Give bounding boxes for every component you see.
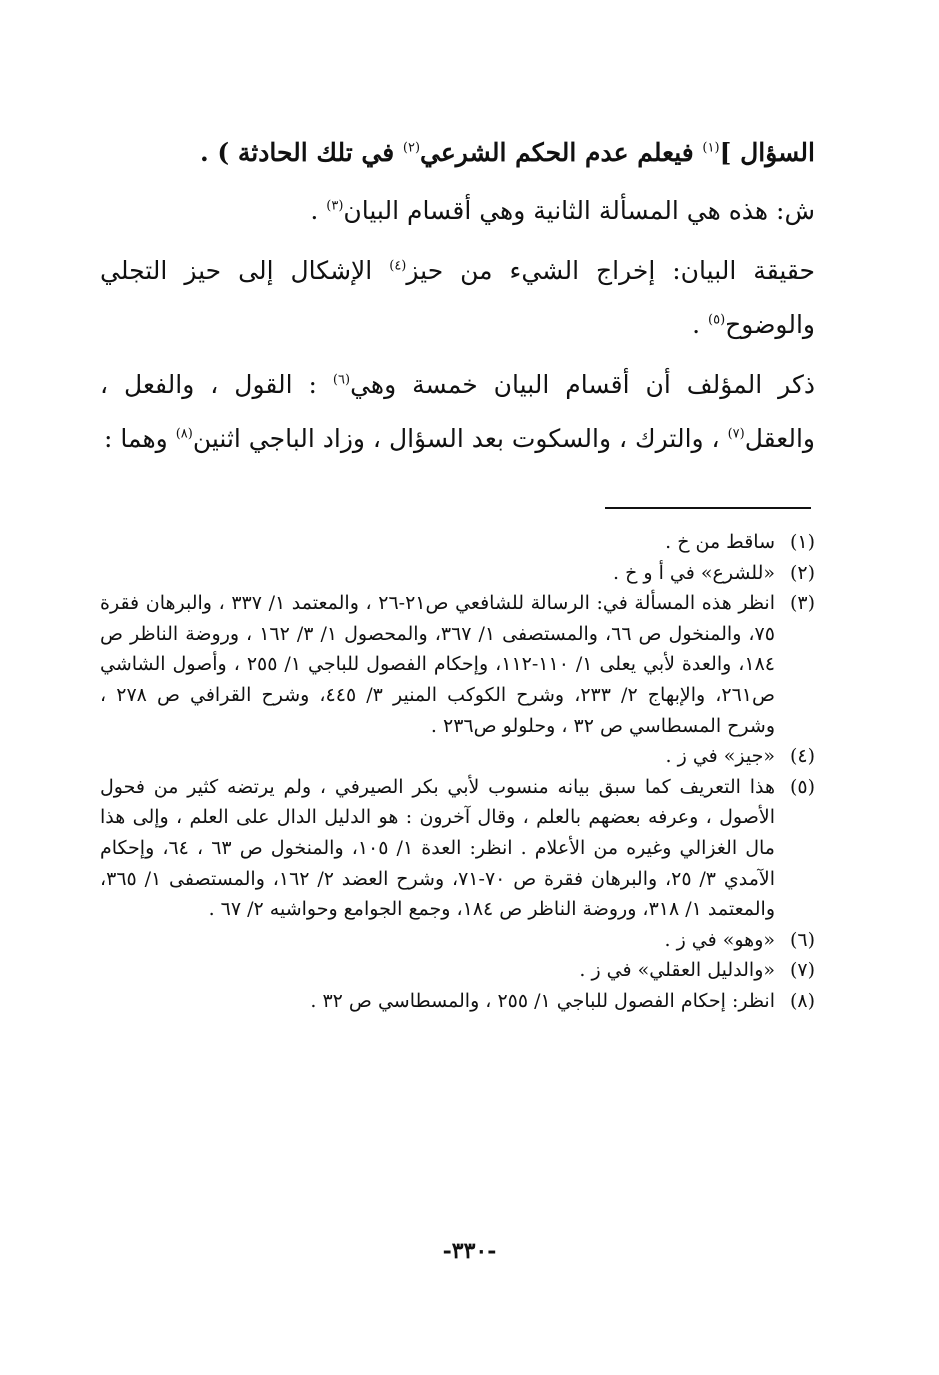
- page-number: -٣٣٠-: [442, 1238, 497, 1264]
- footnote-number: (٣): [789, 592, 815, 615]
- text-run: الإشكال إلى حيز التجلي والوضوح: [100, 256, 815, 339]
- footnote-number: (٢): [789, 561, 815, 584]
- footnote-number: (٨): [789, 989, 815, 1012]
- text-run: السؤال ]: [719, 138, 815, 167]
- footnote-text: هذا التعريف كما سبق بيانه منسوب لأبي بكر الصيرفي ، ولم يرتضه كثير من فحول الأصول ، وعرفه بعضهم بالعلم ، وقال آخرون : هو الدليل الدال على العلم ، وإلى هذا مال الغزالي وغيره من الأعلام . انظر: العدة ١/ ١٠٥، والمنخول ص ٦٣ ، ٦٤، وإحكام الآمدي ٣/ ٢٥، والبرهان فقرة ص ٧٠-٧١، وشرح العضد ٢/ ١٦٢، والمستصفى ١/ ٣٦٥، والمعتمد ١/ ٣١٨، وروضة الناظر ص ١٨٤، وجمع الجوامع وحواشيه ٢/ ٦٧ .: [100, 775, 775, 921]
- paragraph-commentary: [100, 184, 815, 238]
- paragraph-definition: [100, 244, 815, 352]
- footnote-separator: [605, 507, 811, 509]
- footnote: [100, 772, 815, 925]
- text-run: .: [310, 196, 327, 225]
- footnote-number: (٥): [789, 775, 815, 798]
- footnote-ref: (٤): [389, 258, 407, 274]
- main-text: [100, 126, 815, 472]
- text-run: فيعلم عدم الحكم الشرعي: [420, 138, 703, 167]
- footnote-ref: (٨): [175, 426, 193, 442]
- paragraph-categories: [100, 358, 815, 466]
- footnote-number: (٦): [789, 928, 815, 951]
- footnote-text: «للشرع» في أ و خ .: [613, 561, 775, 584]
- footnote-number: (٧): [789, 959, 815, 982]
- footnote-number: (٤): [789, 745, 815, 768]
- footnote-text: «والدليل العقلي» في ز .: [579, 959, 775, 982]
- text-run: .: [692, 310, 709, 339]
- text-run: ش: هذه هي المسألة الثانية وهي أقسام البيان: [343, 196, 815, 225]
- footnote-number: (١): [789, 531, 815, 553]
- footnote: [100, 986, 815, 1017]
- footnote-text: ساقط من خ .: [665, 531, 775, 553]
- footnote-text: «جيز» في ز .: [665, 745, 775, 768]
- footnote: [100, 955, 815, 986]
- footnote: [100, 588, 815, 741]
- footnote: [100, 741, 815, 772]
- text-run: في تلك الحادثة ) .: [199, 138, 403, 167]
- footnote: [100, 558, 815, 589]
- footnote-ref: (٥): [708, 312, 726, 328]
- footnote-ref: (٢): [402, 140, 421, 156]
- footnote-text: انظر: إحكام الفصول للباجي ١/ ٢٥٥ ، والمسطاسي ص ٣٢ .: [310, 989, 775, 1012]
- footnote: [100, 925, 815, 956]
- footnote-ref: (٣): [326, 198, 344, 214]
- footnote-ref: (٦): [332, 372, 351, 388]
- footnotes: [100, 527, 815, 1017]
- footnote-text: انظر هذه المسألة في: الرسالة للشافعي ص٢١-٢٦ ، والمعتمد ١/ ٣٣٧ ، والبرهان فقرة ٧٥، والمنخول ص ٦٦، والمستصفى ١/ ٣٦٧، والمحصول ١/ ٣/ ١٦٢ ، وروضة الناظر ص ١٨٤، والعدة لأبي يعلى ١/ ١١٠-١١٢، وإحكام الفصول للباجي ١/ ٢٥٥ ، وأصول الشاشي ص٢٦١، والإبهاج ٢/ ٢٣٣، وشرح الكوكب المنير ٣/ ٤٤٥، وشرح القرافي ص ٢٧٨ ، وشرح المسطاسي ص ٣٢ ، وحلولو ص٢٣٦ .: [100, 592, 775, 737]
- text-run: ذكر المؤلف أن أقسام البيان خمسة وهي: [350, 370, 816, 399]
- footnote: [100, 527, 815, 558]
- text-run: وهما :: [104, 424, 176, 453]
- text-run: ، والترك ، والسكوت بعد السؤال ، وزاد الباجي اثنين: [192, 424, 728, 453]
- paragraph-question: [100, 126, 815, 180]
- footnote-ref: (٧): [727, 426, 745, 442]
- footnote-text: «وهو» في ز .: [664, 928, 775, 951]
- footnote-ref: (١): [702, 140, 720, 156]
- text-run: حقيقة البيان: إخراج الشيء من حيز: [406, 256, 815, 285]
- text-run: : القول ، والفعل ، والعقل: [100, 370, 815, 453]
